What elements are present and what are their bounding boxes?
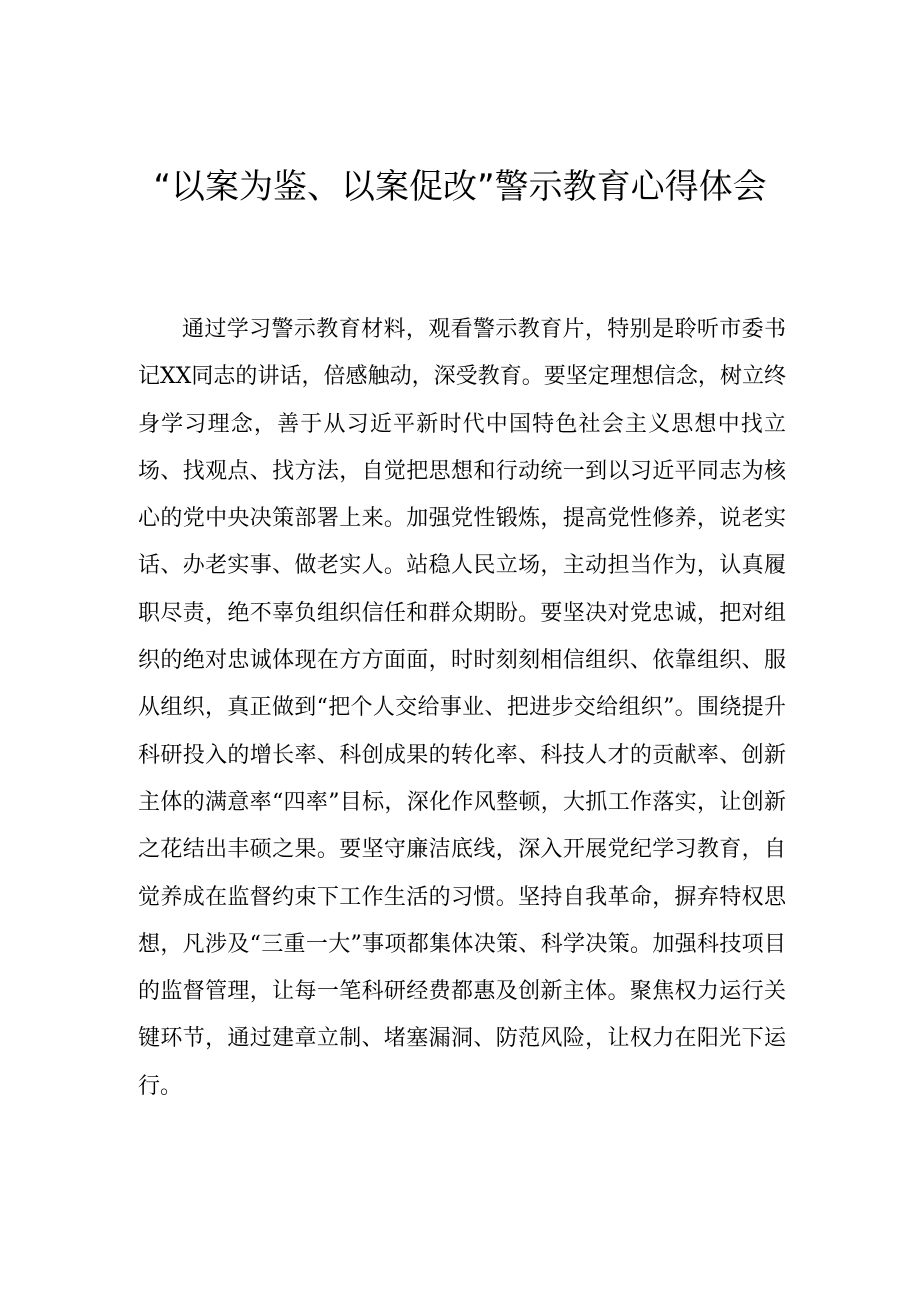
page-title: “以案为鉴、以案促改”警示教育心得体会	[153, 167, 767, 207]
body-paragraph: 通过学习警示教育材料，观看警示教育片，特别是聆听市委书记XX同志的讲话，倍感触动，深受教育。要坚定理想信念，树立终身学习理念，善于从习近平新时代中国特色社会主义思想中找立场、找观点、找方法，自觉把思想和行动统一到以习近平同志为核心的党中央决策部署上来。加强党性锻炼，提高党性修养，说老实话、办老实事、做老实人。站稳人民立场，主动担当作为，认真履职尽责，绝不辜负组织信任和群众期盼。要坚决对党忠诚，把对组织的绝对忠诚体现在方方面面，时时刻刻相信组织、依靠组织、服从组织，真正做到“把个人交给事业、把进步交给组织”。围绕提升科研投入的增长率、科创成果的转化率、科技人才的贡献率、创新主体的满意率“四率”目标，深化作风整顿，大抓工作落实，让创新之花结出丰硕之果。要坚守廉洁底线，深入开展党纪学习教育，自觉养成在监督约束下工作生活的习惯。坚持自我革命，摒弃特权思想，凡涉及“三重一大”事项都集体决策、科学决策。加强科技项目的监督管理，让每一笔科研经费都惠及创新主体。聚焦权力运行关键环节，通过建章立制、堵塞漏洞、防范风险，让权力在阳光下运行。	[138, 317, 786, 1099]
